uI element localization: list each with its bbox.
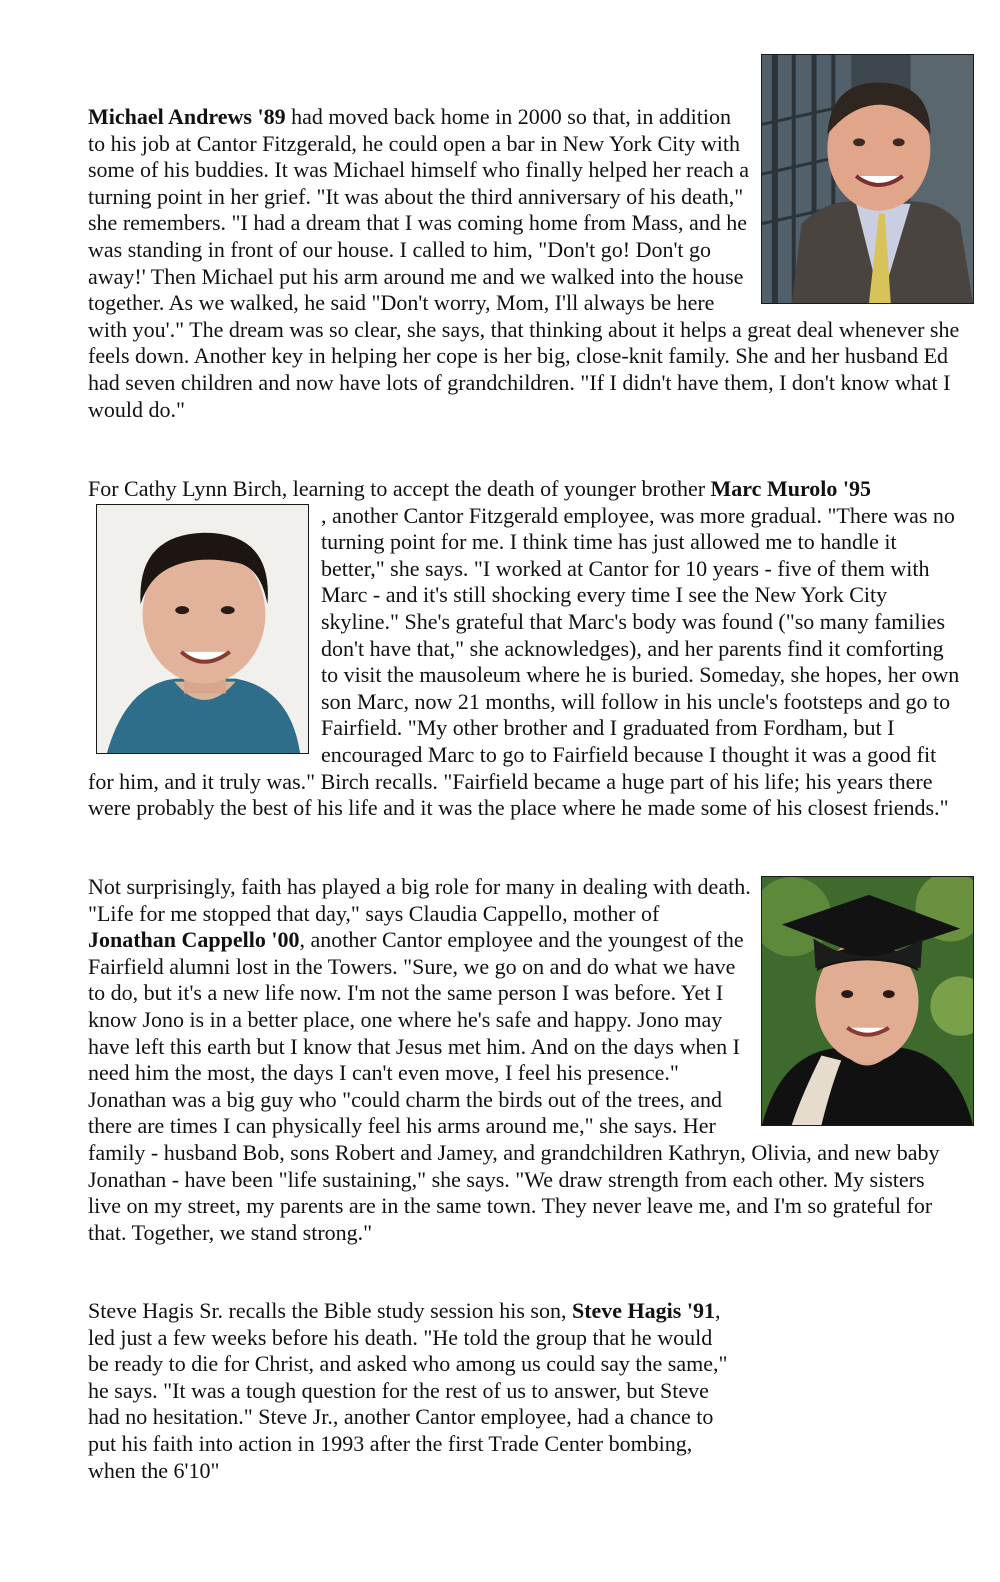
name-jonathan-cappello: Jonathan Cappello '00 [88, 927, 300, 953]
paragraph-jonathan-cappello [88, 874, 962, 1246]
photo-marc-murolo-image [97, 505, 308, 753]
paragraph-marc-murolo [88, 476, 962, 822]
name-marc-murolo: Marc Murolo '95 [710, 476, 872, 501]
paragraph-text: had moved back home in 2000 so that, in addition to his job at Cantor Fitzgerald, he could open a bar in New York City with some of his buddies. It was Michael himself who finally helped her reach a turning point in her grief. "It was about the third anniversary of his death," she remembers. "I had a dream that I was coming home from Mass, and he was standing in front of our house. I called to him, "Don't go! Don't go away!' Then Michael put his arm around me and we walked into the house together. As we walked, he said "Don't worry, Mom, I'll always be here with you'." The dream was so clear, she says, that thinking about it helps a great deal whenever she feels down. Another key in helping her cope is her big, close-knit family. She and her husband Ed had seven children and now have lots of grandchildren. "If I didn't have them, I don't know what I would do." [88, 104, 960, 422]
paragraph-text: Steve Hagis Sr. recalls the Bible study session his son, [88, 1298, 572, 1323]
paragraph-text: , another Cantor employee and the youngest of the Fairfield alumni lost in the Towers. "Sure, we go on and do what we have to do, but it's a new life now. I'm not the same person I was before. Yet I know Jono is in a better place, one where he's safe and happy. Jono may have left this earth but I know that Jesus met him. And on the days when I need him the most, the days I can't even move, I feel his presence." Jonathan was a big guy who "could charm the birds out of the trees, and there are times I can physically feel his arms around me," she says. Her family - husband Bob, sons Robert and Jamey, and grandchildren Kathryn, Olivia, and new baby Jonathan - have been "life sustaining," she says. "We draw strength from each other. My sisters live on my street, my parents are in the same town. They never leave me, and I'm so grateful for that. Together, we stand strong." [88, 927, 940, 1245]
photo-marc-murolo [96, 504, 309, 754]
paragraph-michael-andrews [88, 104, 962, 423]
paragraph-text: Not surprisingly, faith has played a big role for many in dealing with death. "Life for me stopped that day," says Claudia Cappello, mother of [88, 874, 751, 926]
name-michael-andrews: Michael Andrews '89 [88, 104, 286, 129]
paragraph-steve-hagis [88, 1298, 728, 1484]
photo-jonathan-cappello [761, 876, 974, 1126]
photo-michael-andrews-image [762, 55, 973, 303]
paragraph-text: , another Cantor Fitzgerald employee, was more gradual. "There was no turning point for me. I think time has just allowed me to handle it better," she says. "I worked at Cantor for 10 years - five of them with Marc - and it's still shocking every time I see the New York City skyline." She's grateful that Marc's body was found ("so many families don't have that," she acknowledges), and her parents find it comforting to visit the mausoleum where he is buried. Someday, she hopes, her own son Marc, now 21 months, will follow in his uncle's footsteps and go to Fairfield. "My other brother and I graduated from Fordham, but I encouraged Marc to go to Fairfield because I thought it was a good fit for him, and it truly was." Birch recalls. "Fairfield became a huge part of his life; his years there were probably the best of his life and it was the place where he made some of his closest friends." [88, 502, 960, 821]
name-steve-hagis: Steve Hagis '91 [571, 1298, 715, 1323]
paragraph-text: , led just a few weeks before his death. "He told the group that he would be ready to die for Christ, and asked who among us could say the same," he says. "It was a tough question for the rest of us to answer, but Steve had no hesitation." Steve Jr., another Cantor employee, had a chance to put his faith into action in 1993 after the first Trade Center bombing, when the 6'10" [88, 1298, 728, 1483]
photo-michael-andrews [761, 54, 974, 304]
paragraph-text: For Cathy Lynn Birch, learning to accept the death of younger brother [88, 476, 711, 501]
photo-jonathan-cappello-image [762, 877, 973, 1125]
